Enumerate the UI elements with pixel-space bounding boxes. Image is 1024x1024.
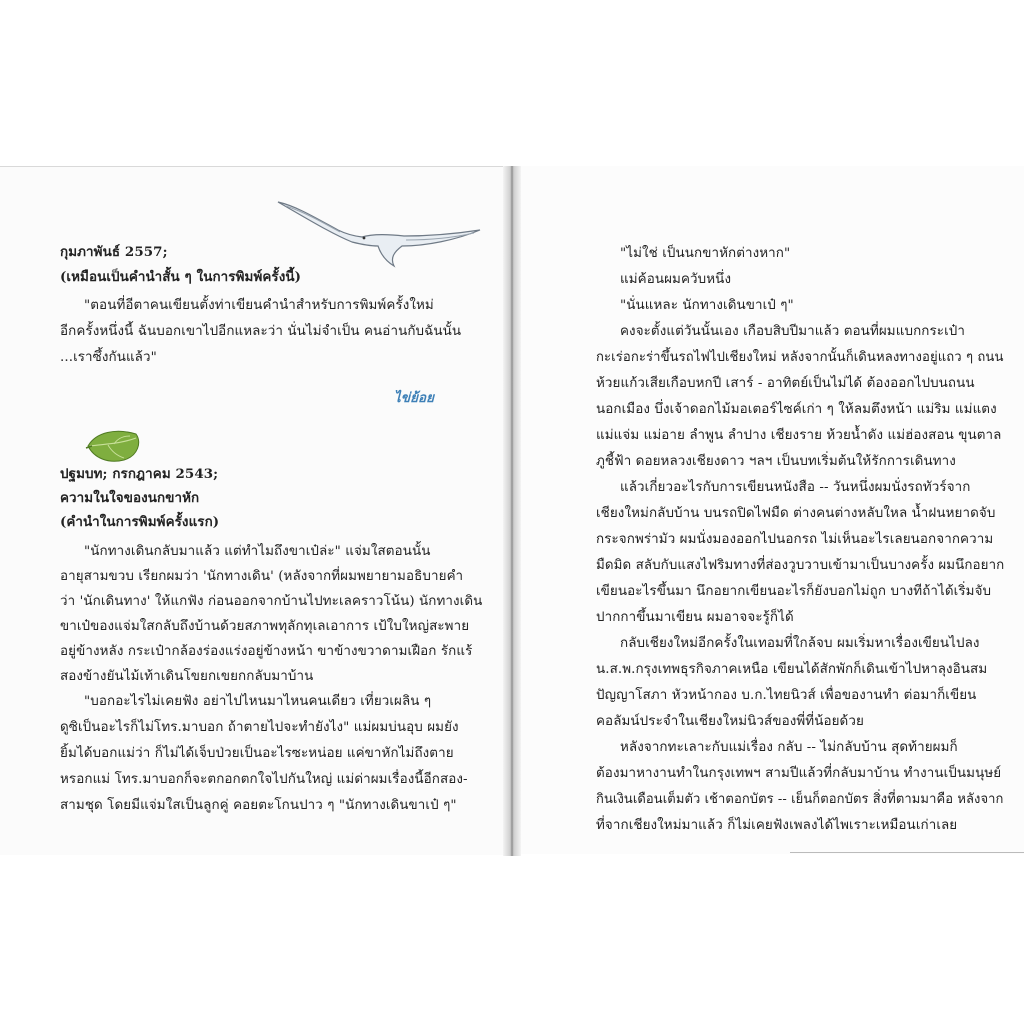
body-text-line: ห้วยแก้วเสียเกือบหกปี เสาร์ - อาทิตย์เป็นไม่ได้ ต้องออกไปบนถนน	[596, 376, 975, 391]
dialogue-line: แม่ค้อนผมควับหนึ่ง	[620, 272, 732, 287]
body-text-line: อยู่ข้างหลัง กระเป๋ากล้องร่องแร่งอยู่ข้างหน้า ขาข้างขวาดามเฝือก รักแร้	[60, 644, 473, 659]
body-text-line: "บอกอะไรไม่เคยฟัง อย่าไปไหนมาไหนคนเดียว เที่ยวเผลิน ๆ	[84, 694, 432, 709]
body-text-line: ขาเป๋ของแจ่มใสกลับถึงบ้านด้วยสภาพทุลักทุเลเอาการ เป้ใบใหญ่สะพาย	[60, 619, 470, 634]
body-text-line: อายุสามขวบ เรียกผมว่า 'นักทางเดิน' (หลังจากที่ผมพยายามอธิบายคำ	[60, 569, 464, 584]
body-text-line: เขียนอะไรขึ้นมา นึกอยากเขียนอะไรก็ยังบอกไม่ถูก บางทีถ้าได้เริ่มจับ	[596, 584, 992, 599]
intro-date: กุมภาพันธ์ 2557;	[60, 244, 168, 260]
intro-text-line: "ตอนที่อีตาคนเขียนตั้งท่าเขียนคำนำสำหรับการพิมพ์ครั้งใหม่	[84, 298, 434, 313]
body-text-line: นอกเมือง บึ่งเจ้าดอกไม้มอเตอร์ไซค์เก่า ๆ ให้ลมตึงหน้า แม่ริม แม่แตง	[596, 402, 997, 417]
body-text-line: น.ส.พ.กรุงเทพธุรกิจภาคเหนือ เขียนได้สักพักก็เดินเข้าไปหาลุงอินสม	[596, 662, 988, 677]
body-text-line: ที่จากเชียงใหม่มาแล้ว ก็ไม่เคยฟังเพลงได้ไพเราะเหมือนเก่าเลย	[596, 818, 958, 833]
chapter-subtitle: (คำนำในการพิมพ์ครั้งแรก)	[60, 514, 220, 530]
body-text-line: สามชุด โดยมีแจ่มใสเป็นลูกคู่ คอยตะโกนปาว ๆ "นักทางเดินขาเป๋ ๆ"	[60, 798, 457, 813]
body-text-line: มืดมิด สลับกับแสงไฟริมทางที่ส่องวูบวาบเข้ามาเป็นบางครั้ง ผมนึกอยาก	[596, 558, 1005, 573]
body-text-line: กระจกพร่ามัว ผมนั่งมองออกไปนอกรถ ไม่เห็นอะไรเลยนอกจากความ	[596, 532, 994, 547]
body-text-line: ดูซิเป็นอะไรก็ไม่โทร.มาบอก ถ้าตายไปจะทำยังไง" แม่ผมบ่นอุบ ผมยัง	[60, 720, 459, 735]
body-text-line: ปากกาขึ้นมาเขียน ผมอาจจะรู้ก็ได้	[596, 610, 794, 625]
body-text-line: สองข้างยันไม้เท้าเดินโขยกเขยกกลับมาบ้าน	[60, 669, 314, 684]
page-edge-right	[790, 852, 1024, 853]
body-text-line: กินเงินเดือนเต็มตัว เช้าตอกบัตร -- เย็นก็ตอกบัตร สิ่งที่ตามมาคือ หลังจาก	[596, 792, 1004, 807]
body-text-line: ต้องมาหางานทำในกรุงเทพฯ สามปีแล้วที่กลับมาบ้าน ทำงานเป็นมนุษย์	[596, 766, 1002, 781]
body-text-line: ยิ้มได้บอกแม่ว่า ก็ไม่ได้เจ็บป่วยเป็นอะไรซะหน่อย แค่ขาหักไม่ถึงตาย	[60, 746, 454, 761]
body-text-line: กะเร่อกะร่าขึ้นรถไฟไปเชียงใหม่ หลังจากนั้นก็เดินหลงทางอยู่แถว ๆ ถนน	[596, 350, 1004, 365]
body-text-line: คงจะตั้งแต่วันนั้นเอง เกือบสิบปีมาแล้ว ตอนที่ผมแบกกระเป๋า	[620, 324, 965, 339]
body-text-line: แม่แจ่ม แม่อาย ลำพูน ลำปาง เชียงราย ห้วยน้ำดัง แม่ฮ่องสอน ขุนตาล	[596, 428, 1002, 443]
book-gutter	[503, 166, 521, 856]
dialogue-line: "ไม่ใช่ เป็นนกขาหักต่างหาก"	[620, 246, 791, 261]
chapter-title: ความในใจของนกขาหัก	[60, 490, 200, 506]
intro-text-line: อีกครั้งหนึ่งนี้ ฉันบอกเขาไปอีกแหละว่า นั่นไม่จำเป็น คนอ่านกับฉันนั้น	[60, 324, 462, 339]
body-text-line: ปัญญาโสภา หัวหน้ากอง บ.ก.ไทยนิวส์ เพื่อของานทำ ต่อมาก็เขียน	[596, 688, 977, 703]
body-text-line: หลังจากทะเลาะกับแม่เรื่อง กลับ -- ไม่กลับบ้าน สุดท้ายผมก็	[620, 740, 958, 755]
body-text-line: กลับเชียงใหม่อีกครั้งในเทอมที่ใกล้จบ ผมเริ่มหาเรื่องเขียนไปลง	[620, 636, 980, 651]
body-text-line: คอลัมน์ประจำในเชียงใหม่นิวส์ของพี่ที่น้อยด้วย	[596, 714, 864, 729]
chapter-date: ปฐมบท; กรกฎาคม 2543;	[60, 466, 219, 482]
body-text-line: แล้วเกี่ยวอะไรกับการเขียนหนังสือ -- วันหนึ่งผมนั่งรถทัวร์จาก	[620, 480, 971, 495]
intro-subtitle: (เหมือนเป็นคำนำสั้น ๆ ในการพิมพ์ครั้งนี้)	[60, 269, 302, 285]
intro-text-line: ...เราซึ้งกันแล้ว"	[60, 350, 157, 365]
leaf-illustration	[84, 426, 144, 464]
seagull-illustration	[276, 196, 482, 268]
dialogue-line: "นั่นแหละ นักทางเดินขาเป๋ ๆ"	[620, 298, 794, 313]
body-text-line: ภูชี้ฟ้า ดอยหลวงเชียงดาว ฯลฯ เป็นบทเริ่มต้นให้รักการเดินทาง	[596, 454, 956, 469]
body-text-line: ว่า 'นักเดินทาง' ให้แกฟัง ก่อนออกจากบ้านไปทะเลคราวโน้น) นักทางเดิน	[60, 594, 483, 609]
body-text-line: "นักทางเดินกลับมาแล้ว แต่ทำไมถึงขาเป๋ล่ะ" แจ่มใสตอนนั้น	[84, 544, 431, 559]
body-text-line: เชียงใหม่กลับบ้าน บนรถปิดไฟมืด ต่างคนต่างหลับใหล น้ำฝนหยาดจับ	[596, 506, 996, 521]
author-signature: ไข่ย้อย	[394, 390, 435, 406]
body-text-line: หรอกแม่ โทร.มาบอกก็จะตกอกตกใจไปกันใหญ่ แม่ด่าผมเรื่องนี้อีกสอง-	[60, 772, 468, 787]
